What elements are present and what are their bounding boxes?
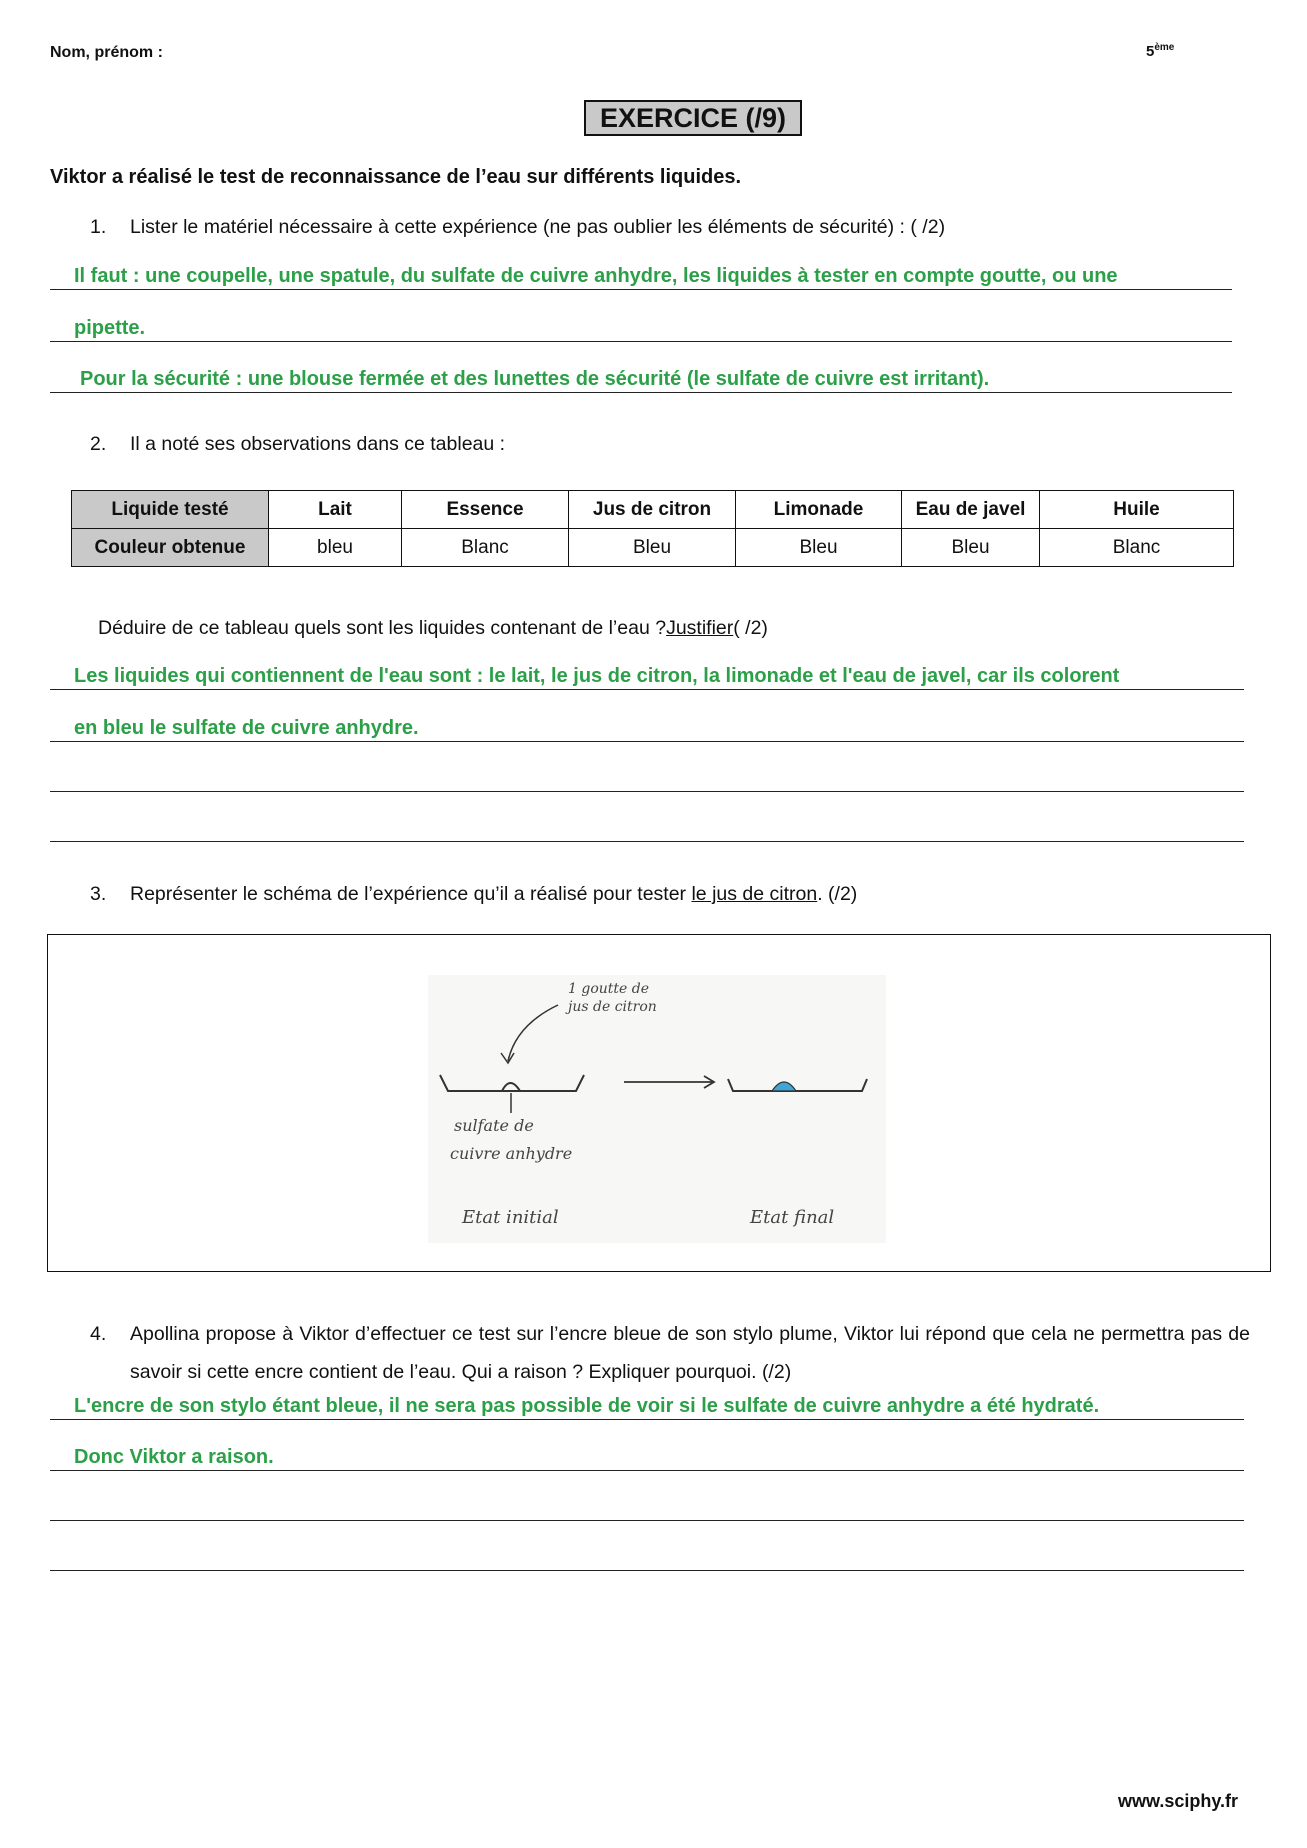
table-cell-color: Bleu — [902, 529, 1040, 567]
answer-text — [50, 1546, 74, 1568]
answer-line[interactable] — [50, 814, 1244, 842]
question-2-number: 2. — [90, 433, 107, 455]
justify-word: Justifier — [666, 617, 734, 639]
question-4-number: 4. — [90, 1323, 107, 1345]
table-cell-liquid: Essence — [402, 491, 569, 529]
answer-line[interactable] — [50, 1543, 1244, 1571]
question-3-text: Représenter le schéma de l’expérience qu’il a réalisé pour tester — [130, 883, 692, 905]
sketch-drawing — [428, 975, 886, 1243]
sketch-label: 1 goutte de — [568, 981, 649, 997]
answer-text: Pour la sécurité : une blouse fermée et des lunettes de sécurité (le sulfate de cuivre est irritant). — [80, 368, 990, 390]
table-cell-liquid: Eau de javel — [902, 491, 1040, 529]
table-header-color: Couleur obtenue — [72, 529, 269, 567]
class-level-suffix: ème — [1154, 42, 1175, 53]
name-label: Nom, prénom : — [50, 44, 163, 61]
class-level-number: 5 — [1146, 43, 1155, 60]
sketch-label: sulfate de — [454, 1116, 534, 1135]
answer-text: Donc Viktor a raison. — [74, 1446, 274, 1468]
question-2 — [90, 431, 505, 457]
question-3-underlined: le jus de citron — [691, 883, 818, 905]
sketch-label: jus de citron — [568, 999, 657, 1015]
question-4-text: Apollina propose à Viktor d’effectuer ce test sur l’encre bleue de son stylo plume, Viktor lui répond que cela ne permettra pas de savoir si cette encre contient de l’eau. Qui a raison ? Expliquer pourquoi. (/2) — [130, 1323, 1250, 1383]
sulfate-mound — [502, 1083, 520, 1091]
question-2-text: Il a noté ses observations dans ce tableau : — [130, 433, 506, 455]
table-row-colors — [72, 529, 1234, 567]
footer-website: www.sciphy.fr — [1118, 1791, 1239, 1811]
answer-text — [50, 767, 74, 789]
answer-text: pipette. — [74, 317, 146, 339]
answer-line[interactable] — [50, 662, 1244, 690]
table-cell-color: Bleu — [736, 529, 902, 567]
table-cell-color: Blanc — [1040, 529, 1234, 567]
deduce-points: ( /2) — [733, 617, 768, 639]
answer-line[interactable] — [50, 714, 1244, 742]
intro-text: Viktor a réalisé le test de reconnaissance de l’eau sur différents liquides. — [50, 166, 742, 188]
answer-line[interactable] — [50, 1443, 1244, 1471]
answer-line[interactable] — [50, 764, 1244, 792]
answer-text: L'encre de son stylo étant bleue, il ne sera pas possible de voir si le sulfate de cuivre anhydre a été hydraté. — [74, 1395, 1100, 1417]
experiment-sketch — [428, 975, 886, 1243]
drop-arrow-head — [501, 1053, 514, 1063]
sketch-label: Etat final — [750, 1207, 835, 1228]
answer-text: Les liquides qui contiennent de l'eau sont : le lait, le jus de citron, la limonade et l'eau de javel, car ils colorent — [74, 665, 1120, 687]
answer-line[interactable] — [50, 365, 1232, 393]
deduce-text: Déduire de ce tableau quels sont les liquides contenant de l’eau ? — [98, 617, 667, 639]
question-1 — [90, 214, 945, 240]
question-3-points: . (/2) — [817, 883, 858, 905]
answer-line[interactable] — [50, 262, 1232, 290]
dish-final — [728, 1079, 867, 1091]
observations-table — [71, 490, 1234, 567]
question-1-number: 1. — [90, 216, 107, 238]
answer-line[interactable] — [50, 314, 1232, 342]
question-4 — [90, 1315, 1255, 1391]
hydrated-sulfate-drop — [772, 1082, 796, 1091]
table-header-liquid: Liquide testé — [72, 491, 269, 529]
deduce-prompt — [98, 615, 768, 641]
table-cell-liquid: Huile — [1040, 491, 1234, 529]
class-level — [1146, 42, 1174, 60]
table-cell-color: Blanc — [402, 529, 569, 567]
table-cell-color: bleu — [269, 529, 402, 567]
table-cell-liquid: Limonade — [736, 491, 902, 529]
table-cell-liquid: Jus de citron — [569, 491, 736, 529]
answer-text: en bleu le sulfate de cuivre anhydre. — [74, 717, 419, 739]
table-cell-color: Bleu — [569, 529, 736, 567]
question-3 — [90, 881, 857, 907]
answer-text — [50, 1496, 74, 1518]
drop-arrow — [508, 1005, 558, 1061]
answer-line[interactable] — [50, 1493, 1244, 1521]
sketch-label: Etat initial — [462, 1207, 559, 1228]
answer-text: Il faut : une coupelle, une spatule, du sulfate de cuivre anhydre, les liquides à tester en compte goutte, ou une — [74, 265, 1118, 287]
table-row-liquids — [72, 491, 1234, 529]
answer-text — [50, 817, 74, 839]
question-1-text: Lister le matériel nécessaire à cette expérience (ne pas oublier les éléments de sécurité) : ( /2) — [130, 216, 946, 238]
answer-line[interactable] — [50, 1392, 1244, 1420]
sketch-label: cuivre anhydre — [450, 1144, 573, 1163]
table-cell-liquid: Lait — [269, 491, 402, 529]
exercise-title: EXERCICE (/9) — [584, 100, 802, 136]
question-3-number: 3. — [90, 883, 107, 905]
